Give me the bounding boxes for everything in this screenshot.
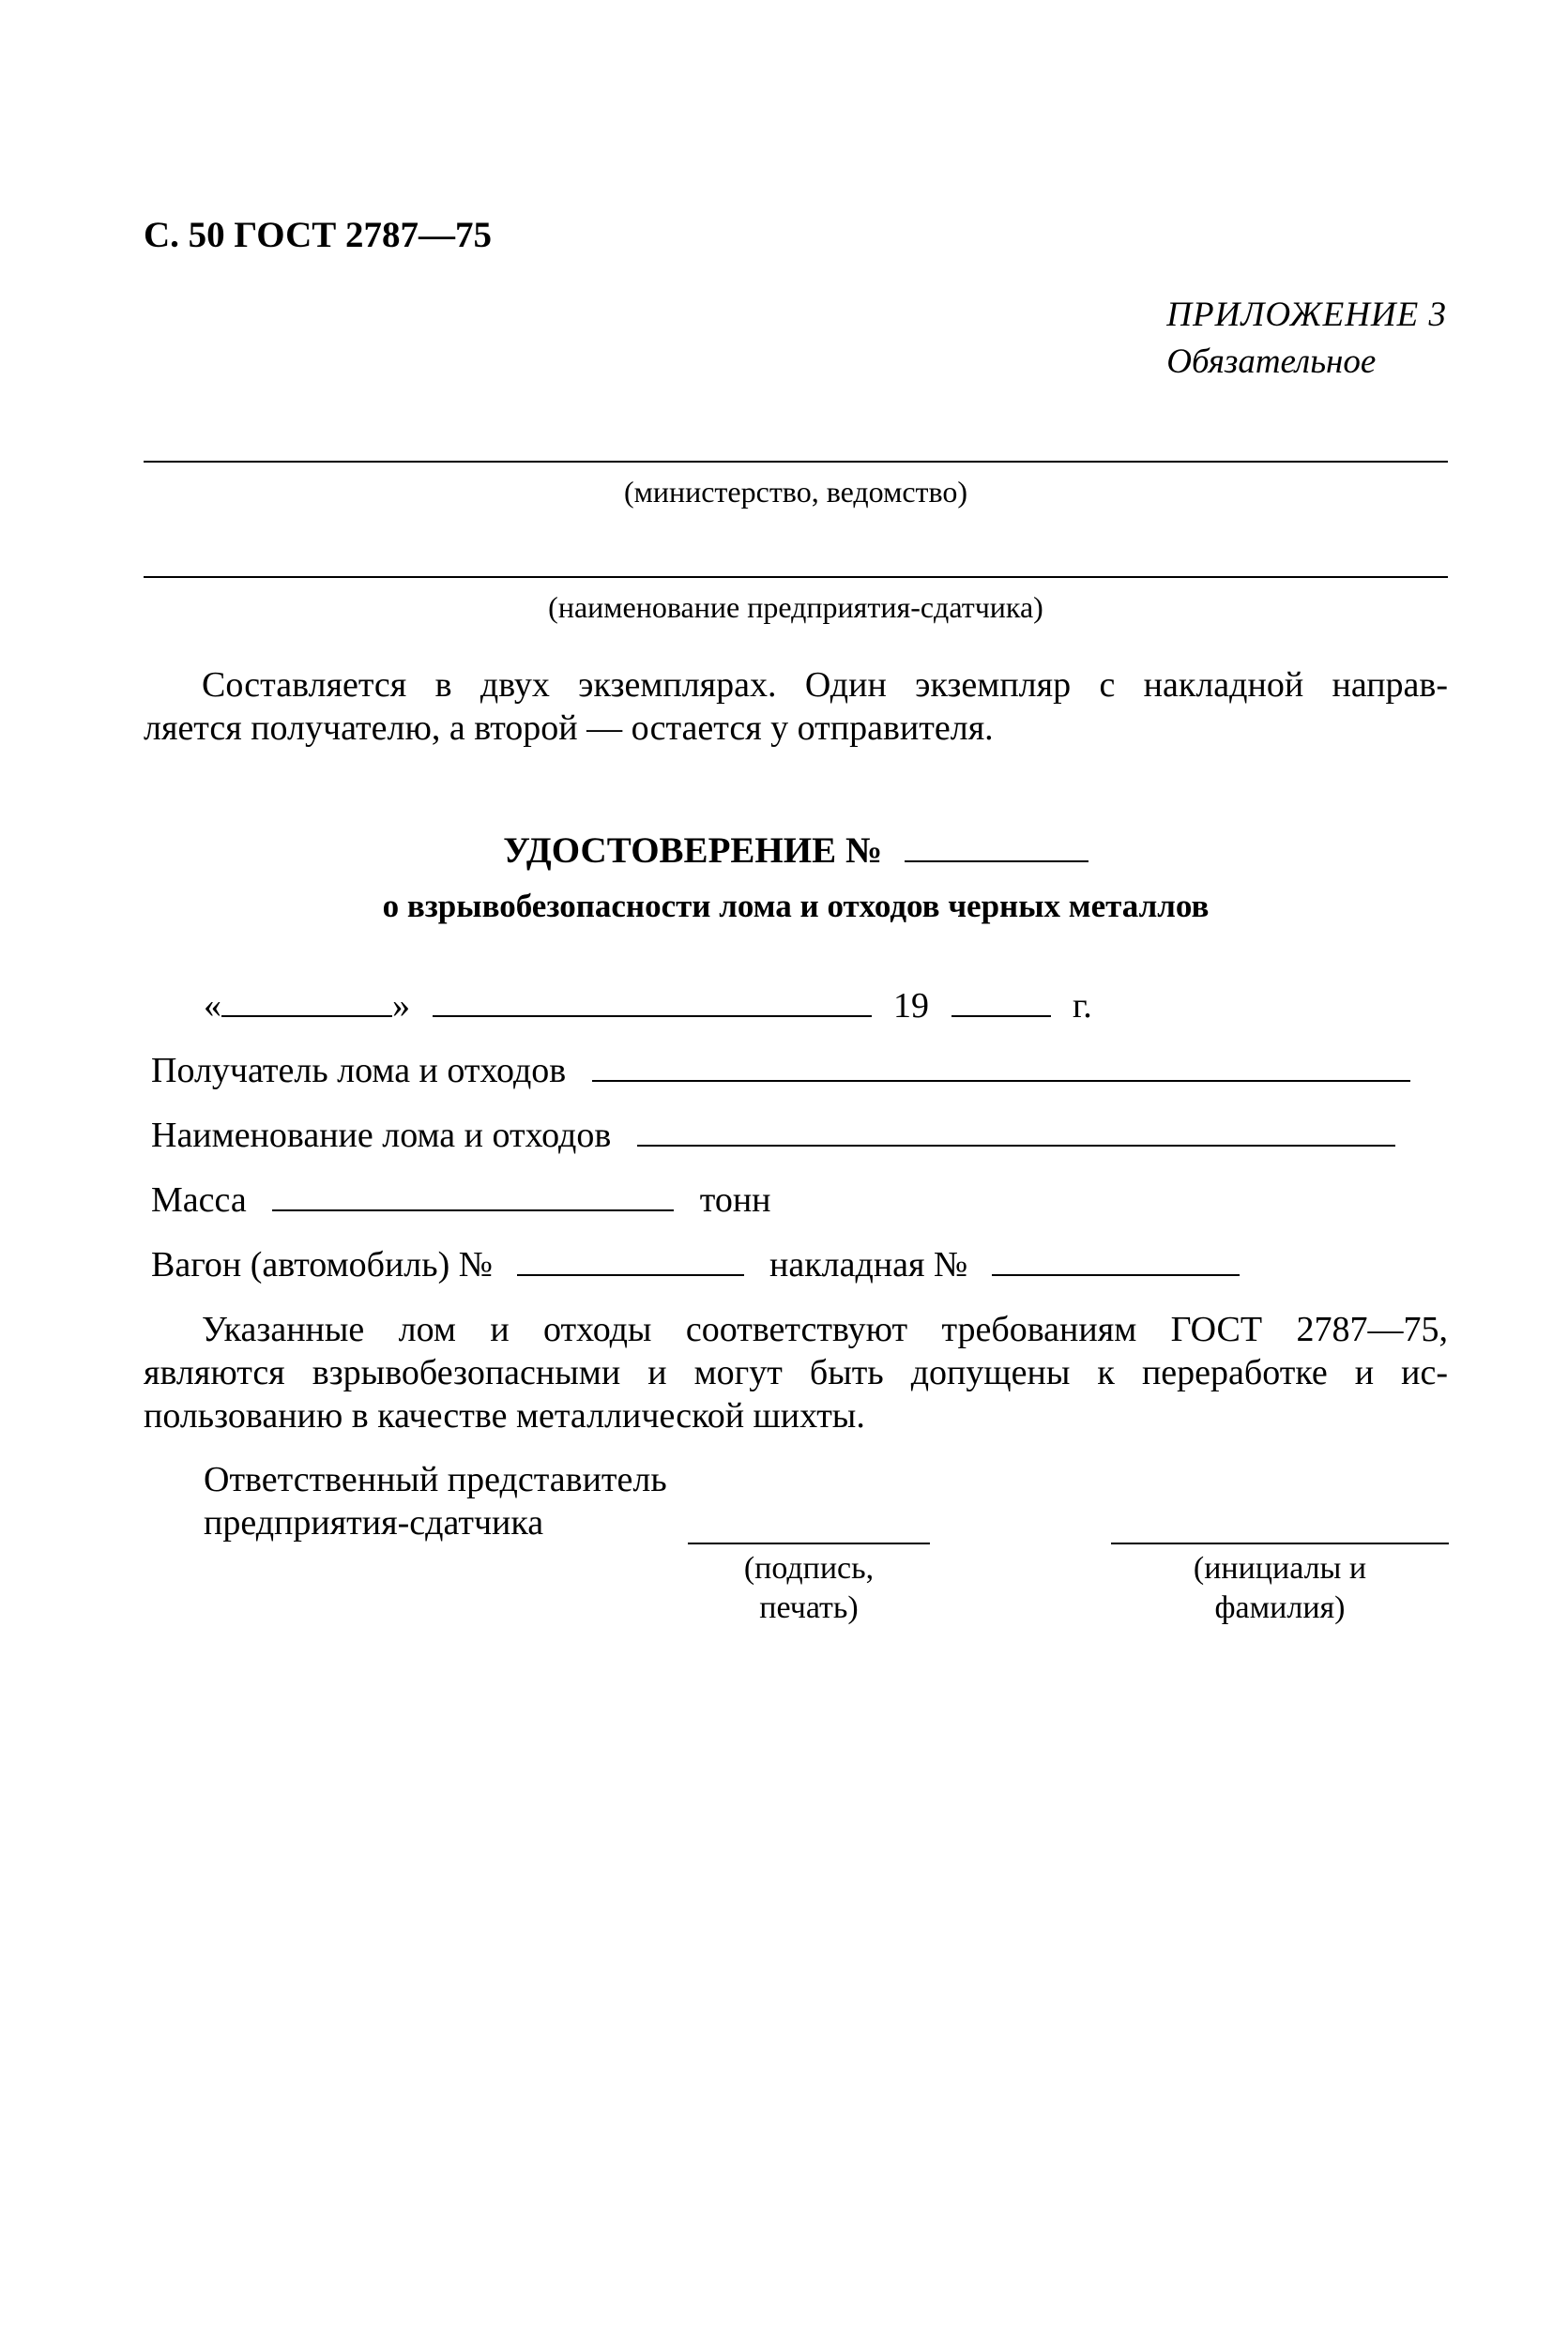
mass-label: Масса (151, 1180, 247, 1220)
signature-caption-line-2: печать) (759, 1590, 859, 1625)
name-line[interactable] (1111, 1543, 1449, 1544)
date-open-quote: « (204, 986, 221, 1026)
wagon-row (151, 1244, 1240, 1285)
statement-line-2: являются взрывобезопасными и могут быть допущены к переработке и ис- (144, 1353, 1448, 1392)
scrap-name-field[interactable] (637, 1145, 1395, 1147)
date-close-quote: » (392, 986, 410, 1026)
name-caption-line-1: (инициалы и (1193, 1551, 1367, 1586)
certificate-title (144, 829, 1448, 872)
waybill-label: накладная № (769, 1245, 968, 1285)
name-caption-line-2: фамилия) (1214, 1590, 1346, 1625)
wagon-number-field[interactable] (517, 1274, 744, 1276)
appendix-status: Обязательное (1166, 342, 1377, 381)
recipient-field[interactable] (592, 1080, 1410, 1082)
mass-field[interactable] (272, 1209, 674, 1211)
statement-paragraph (144, 1308, 1448, 1437)
enterprise-line[interactable] (144, 576, 1448, 578)
date-year-field[interactable] (951, 1015, 1051, 1017)
statement-line-1: Указанные лом и отходы соответствуют требованиям ГОСТ 2787—75, (202, 1310, 1448, 1349)
signature-line[interactable] (688, 1543, 930, 1544)
instructions-paragraph (144, 663, 1448, 750)
representative-label (204, 1458, 860, 1544)
ministry-caption: (министерство, ведомство) (623, 475, 968, 509)
date-day-field[interactable] (221, 1015, 392, 1017)
representative-line-2: предприятия-сдатчика (204, 1503, 544, 1543)
instructions-line-2: ляется получателю, а второй — остается у отправителя. (144, 708, 994, 748)
date-row (204, 985, 1092, 1026)
certificate-title-text: УДОСТОВЕРЕНИЕ № (503, 830, 883, 871)
scrap-name-row (151, 1115, 1395, 1156)
page-header: С. 50 ГОСТ 2787—75 (144, 215, 492, 255)
date-month-field[interactable] (433, 1015, 872, 1017)
mass-unit: тонн (699, 1180, 771, 1220)
date-year-suffix: г. (1073, 986, 1092, 1026)
waybill-number-field[interactable] (992, 1274, 1240, 1276)
name-caption (1111, 1549, 1449, 1628)
appendix-block (1166, 292, 1447, 386)
statement-line-3: пользованию в качестве металлической шихты. (144, 1396, 865, 1436)
recipient-label: Получатель лома и отходов (151, 1051, 567, 1090)
signature-caption-line-1: (подпись, (743, 1551, 875, 1586)
wagon-label: Вагон (автомобиль) № (151, 1245, 494, 1285)
signature-caption (688, 1549, 930, 1628)
enterprise-caption: (наименование предприятия-сдатчика) (548, 590, 1043, 624)
mass-row (151, 1179, 771, 1221)
date-year-prefix: 19 (893, 986, 929, 1026)
instructions-line-1: Составляется в двух экземплярах. Один экземпляр с накладной направ- (202, 665, 1448, 705)
certificate-number-field[interactable] (905, 860, 1088, 862)
certificate-subtitle: о взрывобезопасности лома и отходов черных металлов (382, 888, 1210, 924)
representative-line-1: Ответственный представитель (204, 1460, 667, 1499)
appendix-label: ПРИЛОЖЕНИЕ 3 (1166, 296, 1447, 334)
scrap-name-label: Наименование лома и отходов (151, 1116, 612, 1155)
ministry-line[interactable] (144, 461, 1448, 463)
recipient-row (151, 1050, 1410, 1091)
